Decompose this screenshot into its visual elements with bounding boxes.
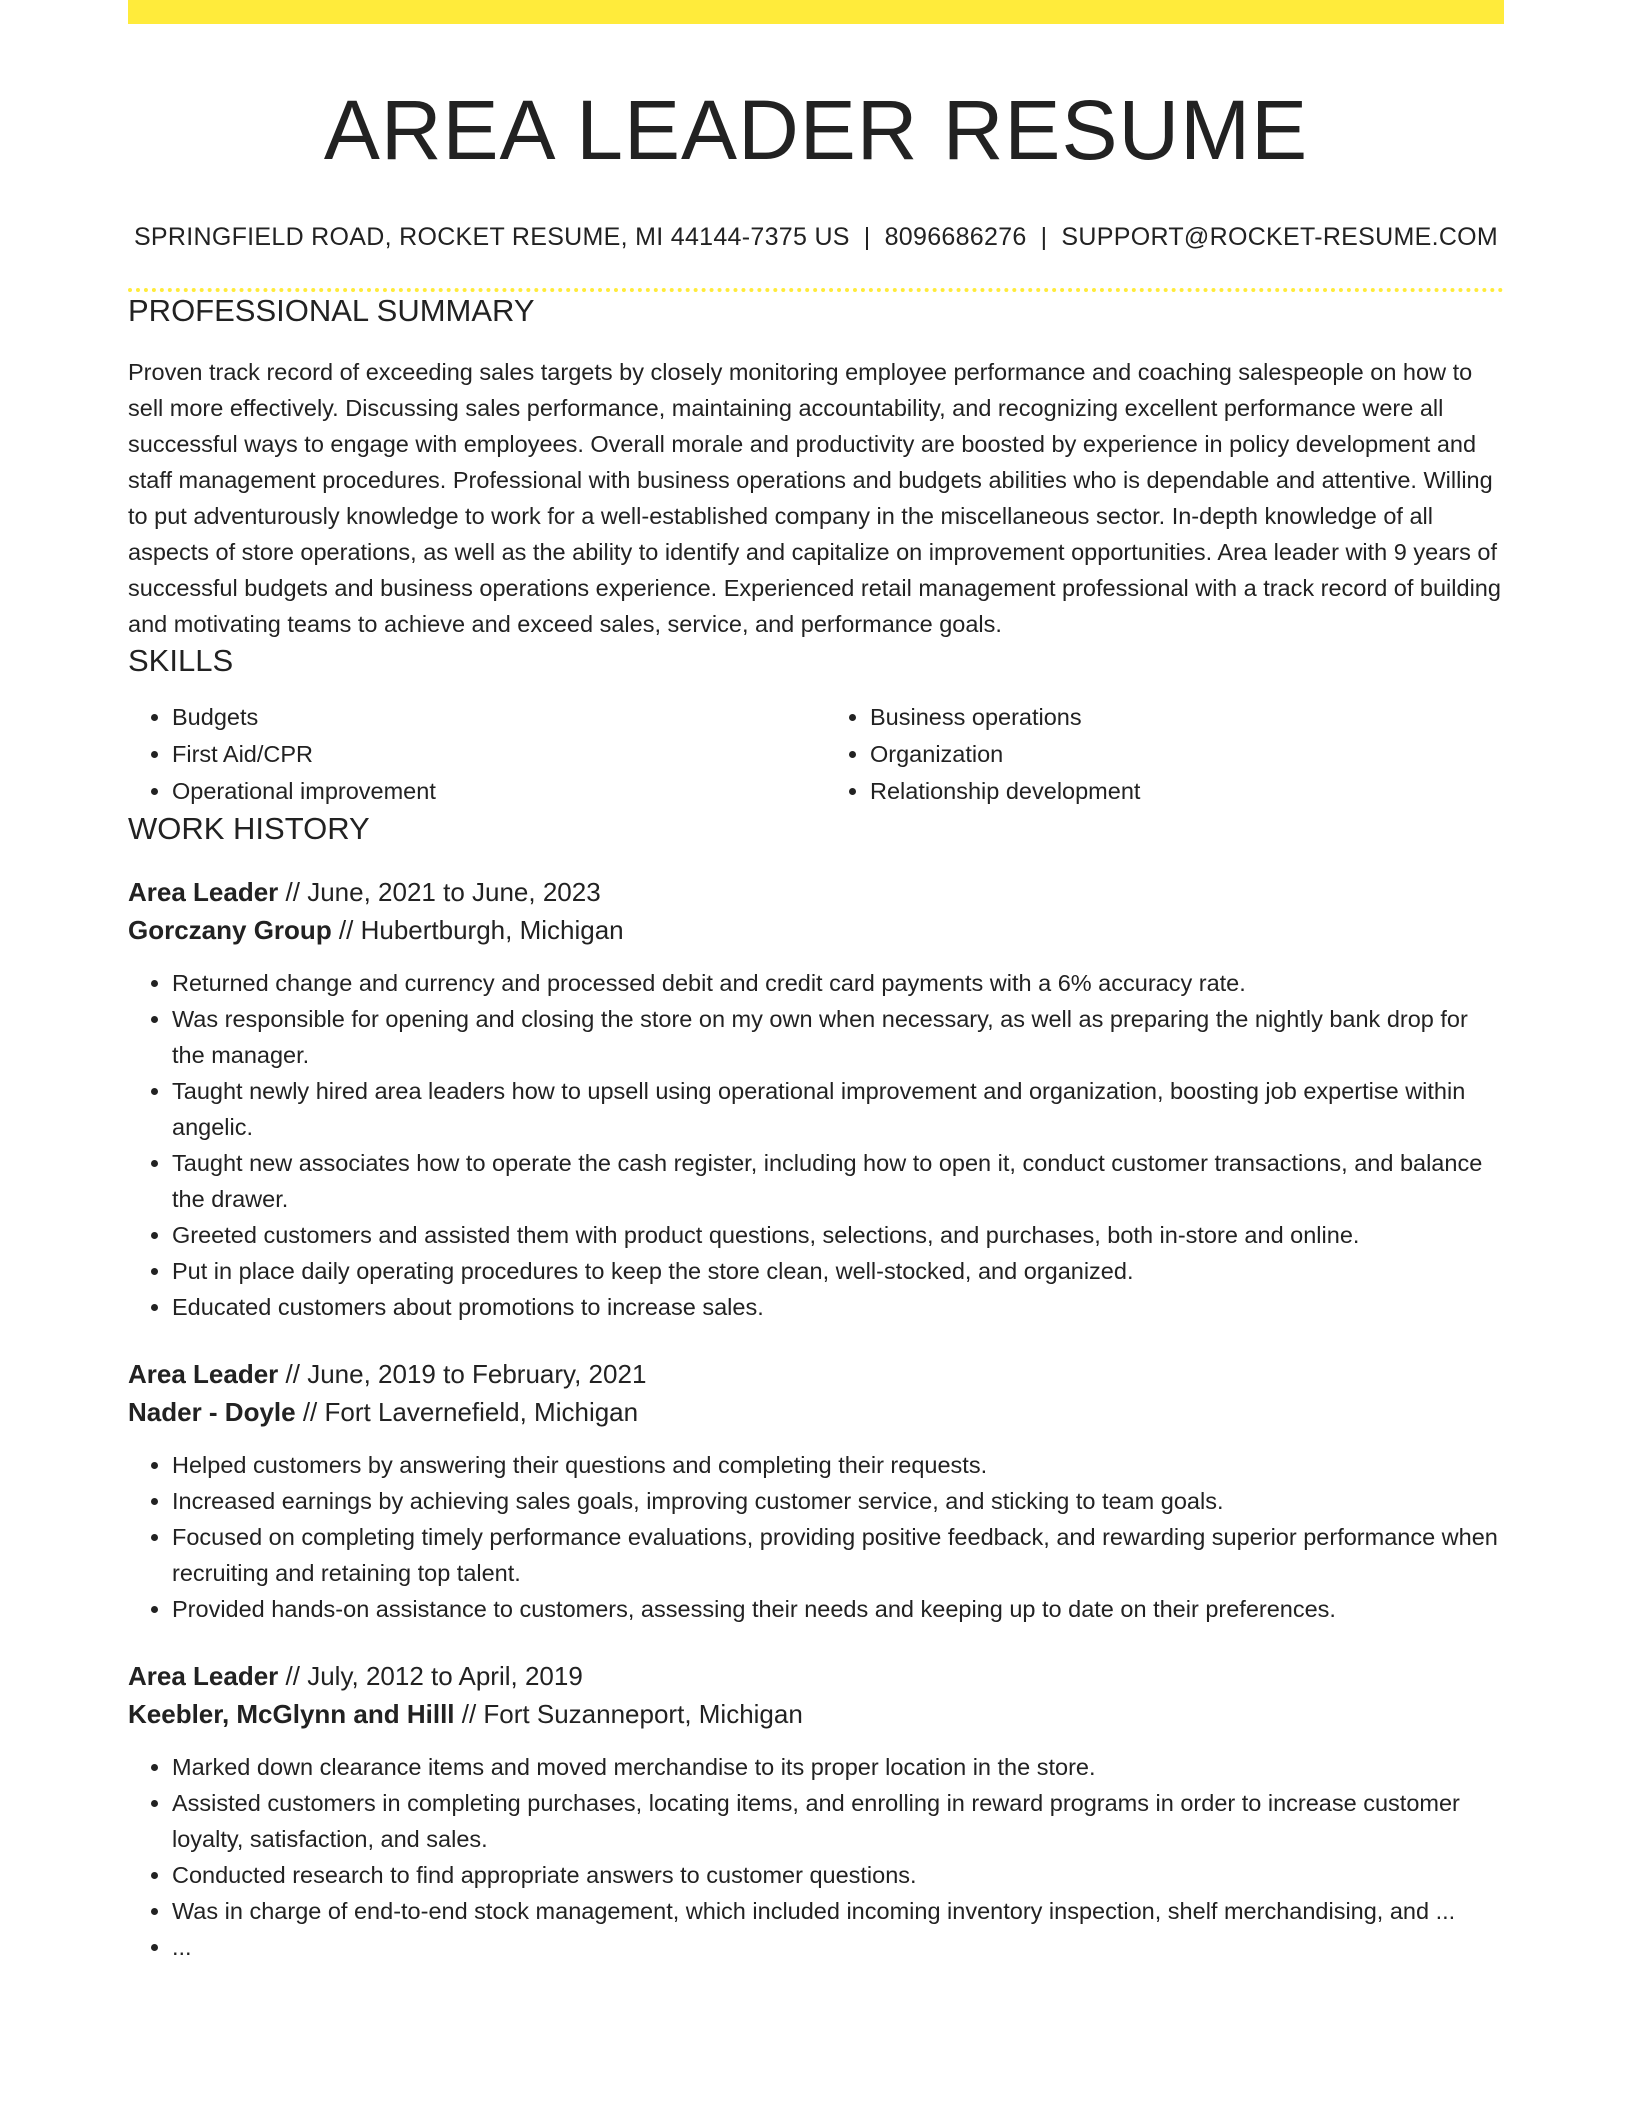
job-company-line — [128, 1695, 1504, 1733]
job-bullet: • ... — [172, 1929, 1504, 1965]
job-company: Keebler, McGlynn and Hilll — [128, 1698, 455, 1729]
job-title-line — [128, 873, 1504, 911]
job-title: Area Leader — [128, 1660, 279, 1691]
skill-item: • Organization — [870, 736, 1504, 773]
job-entry — [128, 873, 1504, 1325]
job-bullet: • Taught new associates how to operate the cash register, including how to open it, conduct customer transactions, and balance the drawer. — [172, 1145, 1504, 1217]
job-title: Area Leader — [128, 1358, 279, 1389]
contact-email: SUPPORT@ROCKET-RESUME.COM — [1061, 223, 1499, 252]
skill-item: • Budgets — [172, 699, 806, 736]
job-company: Nader - Doyle — [128, 1396, 296, 1427]
work-history-heading: WORK HISTORY — [128, 810, 370, 846]
resume-title: AREA LEADER RESUME — [323, 83, 1309, 177]
job-bullet: • Taught newly hired area leaders how to upsell using operational improvement and organization, boosting job expertise within angelic. — [172, 1073, 1504, 1145]
skills-list-right — [826, 699, 1504, 810]
contact-line — [128, 222, 1504, 252]
job-location: // Hubertburgh, Michigan — [331, 914, 624, 945]
skill-item: • Business operations — [870, 699, 1504, 736]
job-bullet: • Marked down clearance items and moved merchandise to its proper location in the store. — [172, 1749, 1504, 1785]
job-bullet: • Provided hands-on assistance to customers, assessing their needs and keeping up to date on their preferences. — [172, 1591, 1504, 1627]
job-location: // Fort Lavernefield, Michigan — [295, 1396, 639, 1427]
job-dates: // July, 2012 to April, 2019 — [278, 1660, 583, 1691]
contact-separator: | — [863, 223, 871, 252]
job-entry — [128, 1355, 1504, 1627]
contact-phone: 8096686276 — [884, 223, 1027, 252]
job-dates: // June, 2021 to June, 2023 — [278, 876, 601, 907]
skills-grid — [128, 699, 1504, 810]
job-bullet: • Was in charge of end-to-end stock management, which included incoming inventory inspection, shelf merchandising, and ... — [172, 1893, 1504, 1929]
summary-heading: PROFESSIONAL SUMMARY — [128, 293, 535, 329]
summary-text: Proven track record of exceeding sales targets by closely monitoring employee performance and coaching salespeople on how to sell more effectively. Discussing sales performance, maintaining accountability, and recognizing excellent performance were all successful ways to engage with employees. Overall morale and productivity are boosted by experience in policy development and staff management procedures. Professional with business operations and budgets abilities who is dependable and attentive. Willing to put adventurously knowledge to work for a well-established company in the miscellaneous sector. In-depth knowledge of all aspects of store operations, as well as the ability to identify and capitalize on improvement opportunities. Area leader with 9 years of successful budgets and business operations experience. Experienced retail management professional with a track record of building and motivating teams to achieve and exceed sales, service, and performance goals. — [128, 358, 1501, 637]
job-bullets — [128, 1749, 1504, 1965]
skills-heading: SKILLS — [128, 642, 234, 678]
job-company-line — [128, 1393, 1504, 1431]
job-entry — [128, 1657, 1504, 1965]
job-bullet: • Was responsible for opening and closing the store on my own when necessary, as well as preparing the nightly bank drop for the manager. — [172, 1001, 1504, 1073]
job-bullet: • Conducted research to find appropriate answers to customer questions. — [172, 1857, 1504, 1893]
resume-page — [128, 0, 1504, 1965]
job-bullet: • Put in place daily operating procedures to keep the store clean, well-stocked, and organized. — [172, 1253, 1504, 1289]
job-bullet: • Returned change and currency and processed debit and credit card payments with a 6% accuracy rate. — [172, 965, 1504, 1001]
job-bullet: • Educated customers about promotions to increase sales. — [172, 1289, 1504, 1325]
contact-separator: | — [1040, 223, 1048, 252]
job-bullet: • Focused on completing timely performance evaluations, providing positive feedback, and rewarding superior performance when recruiting and retaining top talent. — [172, 1519, 1504, 1591]
skill-item: • First Aid/CPR — [172, 736, 806, 773]
job-company: Gorczany Group — [128, 914, 332, 945]
job-location: // Fort Suzanneport, Michigan — [454, 1698, 803, 1729]
job-bullets — [128, 965, 1504, 1325]
skills-list-left — [128, 699, 806, 810]
job-bullet: • Assisted customers in completing purchases, locating items, and enrolling in reward programs in order to increase customer loyalty, satisfaction, and sales. — [172, 1785, 1504, 1857]
top-accent-bar — [128, 0, 1504, 24]
skill-item: • Relationship development — [870, 773, 1504, 810]
job-title-line — [128, 1657, 1504, 1695]
job-title: Area Leader — [128, 876, 279, 907]
job-bullets — [128, 1447, 1504, 1627]
job-dates: // June, 2019 to February, 2021 — [278, 1358, 647, 1389]
job-bullet: • Helped customers by answering their questions and completing their requests. — [172, 1447, 1504, 1483]
contact-address: SPRINGFIELD ROAD, ROCKET RESUME, MI 44144-7375 US — [133, 223, 850, 252]
job-title-line — [128, 1355, 1504, 1393]
skill-item: • Operational improvement — [172, 773, 806, 810]
job-bullet: • Increased earnings by achieving sales goals, improving customer service, and sticking to team goals. — [172, 1483, 1504, 1519]
job-bullet: • Greeted customers and assisted them with product questions, selections, and purchases, both in-store and online. — [172, 1217, 1504, 1253]
job-company-line — [128, 911, 1504, 949]
